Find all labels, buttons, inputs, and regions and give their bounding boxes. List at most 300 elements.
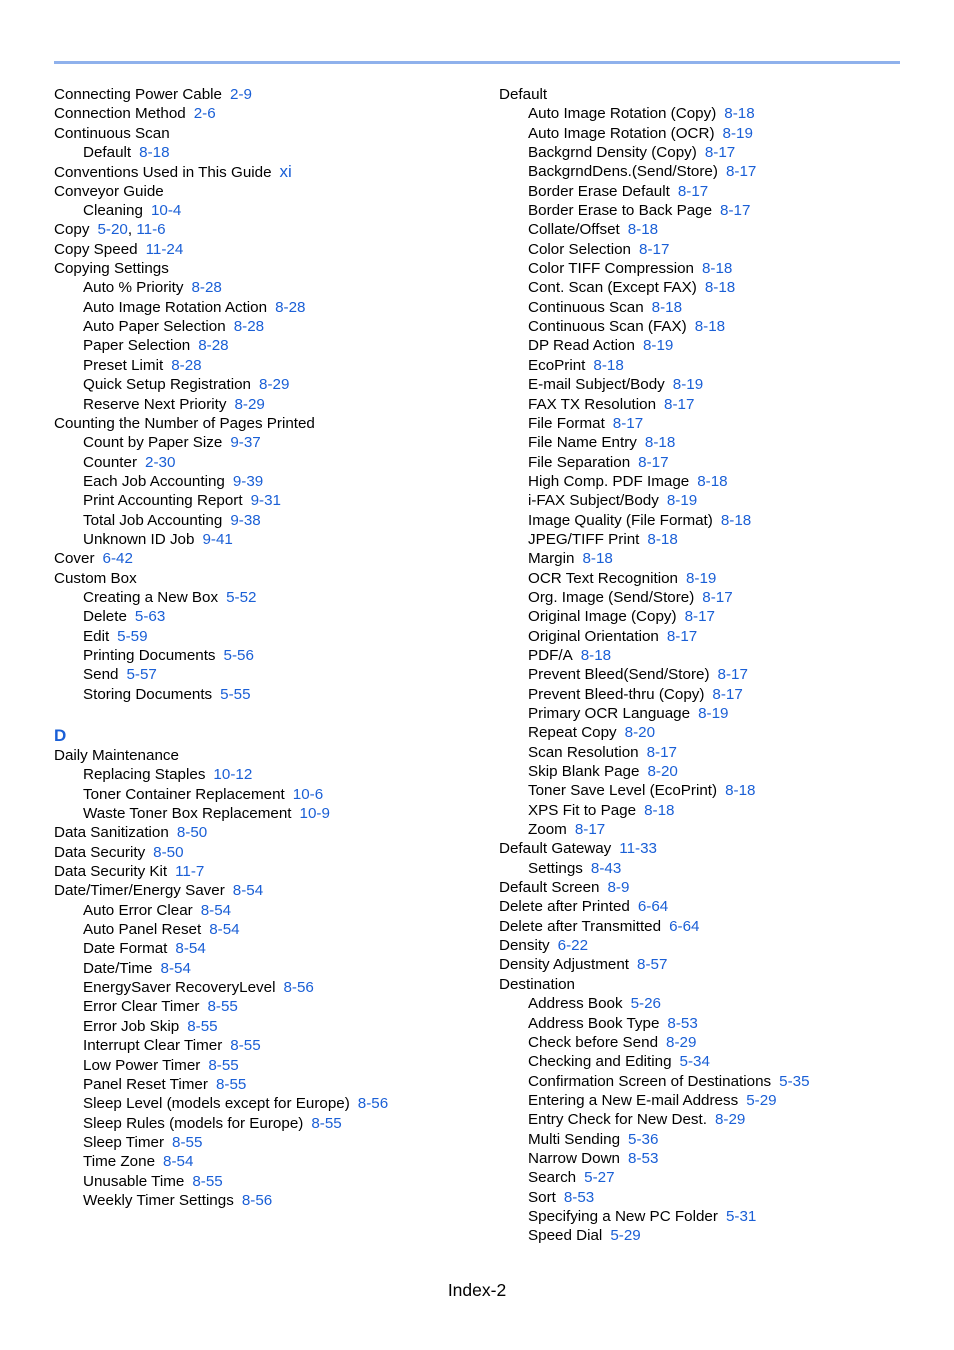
page-ref-link[interactable]: 10-9 [299,805,330,823]
page-ref-link[interactable]: 8-17 [702,588,733,606]
page-ref-link[interactable]: 8-18 [701,260,733,278]
index-term: Custom Box [54,569,137,587]
page-ref-link[interactable]: 11-33 [619,840,657,858]
header-rule [54,61,900,64]
index-subentry-file-name-entry [499,433,919,452]
page-ref-link[interactable]: 8-56 [283,979,314,997]
page-refs [293,786,323,803]
page-ref-link[interactable]: 5-34 [679,1053,710,1071]
index-entry-conventions-used-in-this-guide [54,162,474,181]
page-ref-link[interactable]: 8-9 [607,879,630,897]
page-refs [191,279,221,296]
index-subentry-check-before-send [499,1033,919,1052]
index-term: Data Security Kit [54,863,168,881]
index-term: EnergySaver RecoveryLevel [83,979,276,997]
page-ref-link[interactable]: 11-24 [145,240,184,258]
page-ref-link[interactable]: 8-55 [311,1114,342,1132]
page-refs [685,608,715,625]
index-subentry-storing-documents [54,685,474,704]
page-ref-link[interactable]: 8-19 [666,492,698,510]
page-refs [230,86,252,103]
index-term: Conveyor Guide [54,182,164,200]
page-ref-link[interactable]: 8-17 [712,685,743,703]
index-subentry-counter [54,453,474,472]
index-subentry-total-job-accounting [54,511,474,530]
index-term: Density [499,937,550,955]
index-entry-continuous-scan [54,124,474,143]
page-refs [591,860,621,877]
index-entry-connecting-power-cable [54,85,474,104]
page-ref-link[interactable]: 8-54 [163,1153,194,1171]
page-ref-link[interactable]: 8-18 [580,646,612,664]
page-refs [725,782,755,799]
index-subentry-narrow-down [499,1149,919,1168]
page-ref-link[interactable]: 9-31 [250,492,281,510]
page-ref-link[interactable]: 8-18 [647,530,678,548]
page-ref-link[interactable]: 5-29 [610,1227,641,1245]
index-subentry-replacing-staples [54,765,474,784]
page-refs [581,647,611,664]
page-ref-link[interactable]: 8-18 [694,318,726,336]
page-refs [139,144,169,161]
page-ref-link[interactable]: 8-20 [624,724,656,742]
page-ref-link[interactable]: 8-19 [672,376,704,394]
index-term: Copy Speed [54,240,138,258]
page-ref-link[interactable]: 8-17 [720,202,751,220]
page-ref-link[interactable]: 8-55 [215,1075,247,1093]
index-term: Sleep Rules (models for Europe) [83,1114,304,1132]
page-ref-link[interactable]: 5-26 [630,995,661,1013]
page-ref-link[interactable]: 8-19 [685,569,717,587]
page-refs [151,202,181,219]
index-subentry-jpeg-tiff-print [499,530,919,549]
index-term: XPS Fit to Page [528,801,637,819]
page-ref-link[interactable]: 8-43 [590,859,622,877]
index-subentry-e-mail-subject-body [499,375,919,394]
index-subentry-backgrnddens-send-store [499,162,919,181]
page-refs [610,1227,640,1244]
page-refs [192,1173,222,1190]
page-ref-link[interactable]: 5-52 [226,588,257,606]
page-ref-link[interactable]: 6-64 [669,917,700,935]
index-subentry-speed-dial [499,1226,919,1245]
page-refs [146,241,184,258]
page-refs [639,241,669,258]
index-term: Destination [499,975,575,993]
index-entry-data-security [54,843,474,862]
page-ref-link[interactable]: 8-18 [139,144,170,162]
index-term: Sort [528,1188,556,1206]
page-ref-link[interactable]: 8-18 [720,511,752,529]
page-ref-link[interactable]: 2-6 [193,105,216,123]
page-ref-link[interactable]: 8-19 [722,124,753,142]
page-refs [198,337,228,354]
page-ref-link[interactable]: 11-7 [175,863,205,881]
page-ref-link[interactable]: 8-55 [192,1172,223,1190]
index-column-left [54,85,474,1210]
index-entry-default-screen [499,878,919,897]
page-refs [678,183,708,200]
page-ref-link[interactable]: 8-20 [647,763,678,781]
page-ref-link[interactable]: 5-59 [117,627,148,645]
index-subentry-quick-setup-registration [54,375,474,394]
page-ref-link[interactable]: 8-17 [717,666,748,684]
page-ref-link[interactable]: 8-54 [209,921,240,939]
index-subentry-original-image-copy [499,607,919,626]
page-ref-link[interactable]: 8-18 [593,356,624,374]
index-subentry-scan-resolution [499,743,919,762]
page-refs [673,376,703,393]
page-ref-link[interactable]: 8-17 [704,144,736,162]
page-refs [715,1111,745,1128]
index-term: Collate/Offset [528,221,620,239]
page-ref-link[interactable]: 8-18 [725,782,756,800]
page-ref-link[interactable]: 5-55 [220,685,251,703]
index-term: Primary OCR Language [528,705,691,722]
page-refs [695,318,725,335]
page-refs [643,337,673,354]
page-ref-link[interactable]: 8-54 [160,959,191,977]
index-subentry-each-job-accounting [54,472,474,491]
page-ref-link[interactable]: 8-54 [232,882,264,900]
index-subentry-auto-panel-reset [54,920,474,939]
index-entry-counting-the-number-of-pages-printed [54,414,474,433]
page-ref-link[interactable]: 5-27 [584,1169,615,1187]
index-subentry-edit [54,627,474,646]
index-term: File Separation [528,453,631,471]
index-subentry-confirmation-screen-of-destinations [499,1072,919,1091]
page-refs [720,202,750,219]
index-term: Auto Image Rotation (OCR) [528,124,715,142]
page-refs [172,1134,202,1151]
page-ref-link[interactable]: 8-17 [612,414,644,432]
index-term: Default Gateway [499,840,612,858]
index-subentry-sleep-rules-models-for-europe [54,1114,474,1133]
index-subentry-sleep-level-models-except-for-europe [54,1094,474,1113]
page-ref-link[interactable]: 8-18 [697,472,728,490]
page-ref-link[interactable]: 5-29 [746,1091,777,1109]
index-term: Repeat Copy [528,724,617,742]
index-term: Continuous Scan (FAX) [528,318,687,336]
index-entry-cover [54,549,474,568]
page-refs [702,260,732,277]
page-refs [631,995,661,1012]
page-refs [613,415,643,432]
index-subentry-color-selection [499,240,919,259]
index-term: Send [83,666,119,684]
index-entry-delete-after-transmitted [499,917,919,936]
page-ref-link[interactable]: 8-55 [207,998,238,1016]
page-ref-link[interactable]: 8-55 [230,1037,261,1055]
index-term: Waste Toner Box Replacement [83,805,292,823]
page-ref-link[interactable]: 8-50 [153,843,184,861]
index-subentry-continuous-scan [499,298,919,317]
page-ref-link[interactable]: 8-18 [724,105,755,123]
page-ref-link[interactable]: 8-54 [200,901,232,919]
page-refs [126,666,156,683]
index-term: Continuous Scan [528,298,644,316]
index-subentry-creating-a-new-box [54,588,474,607]
page-ref-link[interactable]: 8-18 [582,550,613,568]
page-refs [163,1153,193,1170]
index-term: Paper Selection [83,337,191,355]
page-ref-link[interactable]: 2-30 [145,453,176,471]
index-term: Entry Check for New Dest. [528,1111,707,1129]
page-ref-link[interactable]: 8-17 [639,240,670,258]
page-ref-link[interactable]: 8-29 [714,1111,746,1129]
index-term: Each Job Accounting [83,472,225,490]
index-term: Count by Paper Size [83,434,223,452]
page-ref-link[interactable]: 8-17 [574,821,606,839]
index-entry-copy-speed [54,240,474,259]
page-ref-link[interactable]: 5-57 [126,666,157,684]
page-ref-link[interactable]: 8-17 [646,743,678,761]
page-ref-link[interactable]: 9-39 [232,472,264,490]
index-term: Confirmation Screen of Destinations [528,1072,772,1090]
index-subentry-image-quality-file-format [499,511,919,530]
page-ref-link[interactable]: 8-57 [637,956,668,974]
page-refs [300,805,330,822]
index-subentry-interrupt-clear-timer [54,1036,474,1055]
page-refs [638,898,668,915]
page-ref-link[interactable]: 8-50 [176,824,208,842]
index-term: Default [83,144,132,162]
index-subentry-settings [499,859,919,878]
page-ref-link[interactable]: 8-56 [357,1095,389,1113]
page-ref-link[interactable]: 8-28 [191,279,222,297]
page-ref-link[interactable]: 8-18 [704,279,736,297]
page-ref-link[interactable]: 8-28 [198,337,229,355]
index-term: Print Accounting Report [83,492,243,510]
page-ref-link[interactable]: 5-63 [134,608,166,626]
page-refs [644,802,674,819]
index-term: Color TIFF Compression [528,260,694,278]
page-refs [280,164,292,181]
page-refs [230,1037,260,1054]
page-ref-link[interactable]: 8-55 [172,1133,203,1151]
index-entry-density-adjustment [499,955,919,974]
index-term: Sleep Level (models except for Europe) [83,1095,350,1113]
page-ref-link[interactable]: 5-31 [725,1207,757,1225]
index-term: Auto % Priority [83,279,184,297]
page-ref-link[interactable]: 8-18 [644,434,676,452]
index-subentry-specifying-a-new-pc-folder [499,1207,919,1226]
page-refs [724,105,754,122]
page-ref-link[interactable]: 8-53 [628,1149,659,1167]
page-refs [667,1015,697,1032]
index-term: Cont. Scan (Except FAX) [528,279,697,297]
index-term: Skip Blank Page [528,763,640,781]
index-subentry-ecoprint [499,356,919,375]
index-term: Counting the Number of Pages Printed [54,414,315,432]
index-term: Copying Settings [54,260,169,278]
index-subentry-low-power-timer [54,1056,474,1075]
page-refs [234,396,264,413]
page-ref-link[interactable]: 8-17 [725,163,757,181]
index-subentry-prevent-bleed-thru-copy [499,685,919,704]
page-ref-link[interactable]: 8-55 [208,1056,239,1074]
index-subentry-date-time [54,959,474,978]
page-ref-link[interactable]: 6-64 [637,898,669,916]
index-subentry-repeat-copy [499,723,919,742]
index-subentry-continuous-scan-fax [499,317,919,336]
index-entry-connection-method [54,104,474,123]
index-subentry-skip-blank-page [499,762,919,781]
page-ref-link[interactable]: 8-28 [233,318,265,336]
page-refs [702,589,732,606]
index-subentry-printing-documents [54,646,474,665]
index-subentry-error-clear-timer [54,997,474,1016]
page-refs [202,531,232,548]
page-ref-link[interactable]: 8-53 [563,1188,595,1206]
index-term: Connecting Power Cable [54,86,223,103]
page-ref-link[interactable]: 11-6 [136,221,166,239]
page-refs [705,144,735,161]
page-refs [664,396,694,413]
page-ref-link[interactable]: xi [279,162,292,182]
page-refs [575,821,605,838]
index-term: DP Read Action [528,337,635,355]
page-refs [177,824,207,841]
page-refs [584,1169,614,1186]
page-ref-link[interactable]: 9-37 [230,434,261,452]
index-subentry-auto-image-rotation-copy [499,104,919,123]
page-ref-link[interactable]: 8-54 [175,940,206,958]
page-ref-link[interactable]: 9-38 [230,511,261,529]
page-refs [582,550,612,567]
index-subentry-backgrnd-density-copy [499,143,919,162]
page-ref-link[interactable]: 6-42 [102,550,133,568]
page-ref-link[interactable]: 8-53 [667,1014,698,1032]
page-ref-link[interactable]: 8-28 [275,298,306,316]
index-term: Default Screen [499,879,600,897]
index-term: Date Format [83,940,168,958]
page-refs [667,492,697,509]
page-ref-link[interactable]: 8-17 [638,453,669,471]
index-entry-custom-box [54,569,474,588]
index-subentry-pdf-a [499,646,919,665]
page-ref-link[interactable]: 8-55 [187,1017,218,1035]
index-term: Replacing Staples [83,766,206,784]
index-term: File Format [528,414,605,432]
page-refs [233,882,263,899]
index-term: Preset Limit [83,356,164,374]
index-term: JPEG/TIFF Print [528,530,640,548]
index-term: Scan Resolution [528,743,639,761]
page-refs [746,1092,776,1109]
index-entry-date-timer-energy-saver [54,881,474,900]
index-term: Margin [528,550,575,568]
index-entry-destination [499,975,919,994]
page-refs [230,434,260,451]
index-subentry-auto-image-rotation-action [54,298,474,317]
index-term: Border Erase to Back Page [528,202,713,220]
page-ref-link[interactable]: 8-29 [666,1033,697,1051]
index-subentry-address-book-type [499,1014,919,1033]
index-subentry-waste-toner-box-replacement [54,804,474,823]
page-ref-link[interactable]: 5-36 [628,1130,659,1148]
page-refs [638,454,668,471]
index-term: Conventions Used in This Guide [54,164,272,182]
page-ref-link[interactable]: 8-18 [644,801,675,819]
page-ref-link[interactable]: 9-41 [202,530,233,548]
index-entry-default [499,85,919,104]
page-refs [607,879,629,896]
page-ref-link[interactable]: 2-9 [230,86,252,103]
index-subentry-fax-tx-resolution [499,395,919,414]
index-subentry-org-image-send-store [499,588,919,607]
index-term: Printing Documents [83,646,216,664]
page-refs [175,863,204,880]
page-ref-link[interactable]: 8-19 [698,705,729,722]
index-subentry-date-format [54,939,474,958]
page-refs [233,473,263,490]
index-term: Delete after Transmitted [499,917,662,935]
page-ref-link[interactable]: 8-56 [241,1191,273,1209]
page-refs [175,940,205,957]
index-term: Copy [54,221,90,239]
page-ref-link[interactable]: 10-4 [150,202,182,220]
index-term: Reserve Next Priority [83,395,227,413]
page-ref-link[interactable]: 8-17 [684,608,715,626]
page-refs [275,299,305,316]
index-term: Default [499,86,548,103]
index-term: Multi Sending [528,1130,621,1148]
index-term: Cover [54,550,95,568]
page-ref-link[interactable]: 5-56 [223,646,254,664]
page-ref-link[interactable]: 5-20 [97,221,128,239]
page-refs [187,1018,217,1035]
index-term: Creating a New Box [83,588,219,606]
page-ref-link[interactable]: 8-17 [677,182,709,200]
page-refs [209,921,239,938]
page-ref-link[interactable]: 8-17 [664,395,695,413]
page-ref-link[interactable]: 8-29 [259,376,290,394]
page-ref-link[interactable]: 5-35 [779,1072,810,1090]
index-term: Unusable Time [83,1172,185,1190]
page-ref-link[interactable]: 10-12 [213,766,253,784]
index-subentry-entry-check-for-new-dest [499,1110,919,1129]
index-subentry-time-zone [54,1152,474,1171]
page-ref-link[interactable]: 8-28 [171,356,202,374]
page-ref-link[interactable]: 8-18 [627,221,659,239]
index-term: Daily Maintenance [54,747,179,764]
index-term: Storing Documents [83,685,213,703]
page-refs [628,221,658,238]
page-refs [251,492,281,509]
index-subentry-preset-limit [54,356,474,375]
index-term: Org. Image (Send/Store) [528,588,695,606]
index-term: E-mail Subject/Body [528,376,665,394]
index-subentry-search [499,1168,919,1187]
index-subentry-collate-offset [499,220,919,239]
page-refs [647,531,677,548]
page-ref-link[interactable]: 8-17 [666,627,698,645]
page-ref-link[interactable]: 10-6 [292,785,324,803]
index-entry-data-security-kit [54,862,474,881]
page-ref-link[interactable]: 6-22 [557,937,589,955]
index-subentry-border-erase-to-back-page [499,201,919,220]
index-term: Cleaning [83,202,143,220]
index-subentry-unknown-id-job [54,530,474,549]
index-subentry-sort [499,1188,919,1207]
page-ref-link[interactable]: 8-18 [651,298,683,316]
page-refs [637,956,667,973]
page-ref-link[interactable]: 8-29 [234,395,265,413]
index-term: Zoom [528,821,567,839]
index-term: File Name Entry [528,434,637,452]
page-ref-link[interactable]: 8-19 [642,337,674,355]
